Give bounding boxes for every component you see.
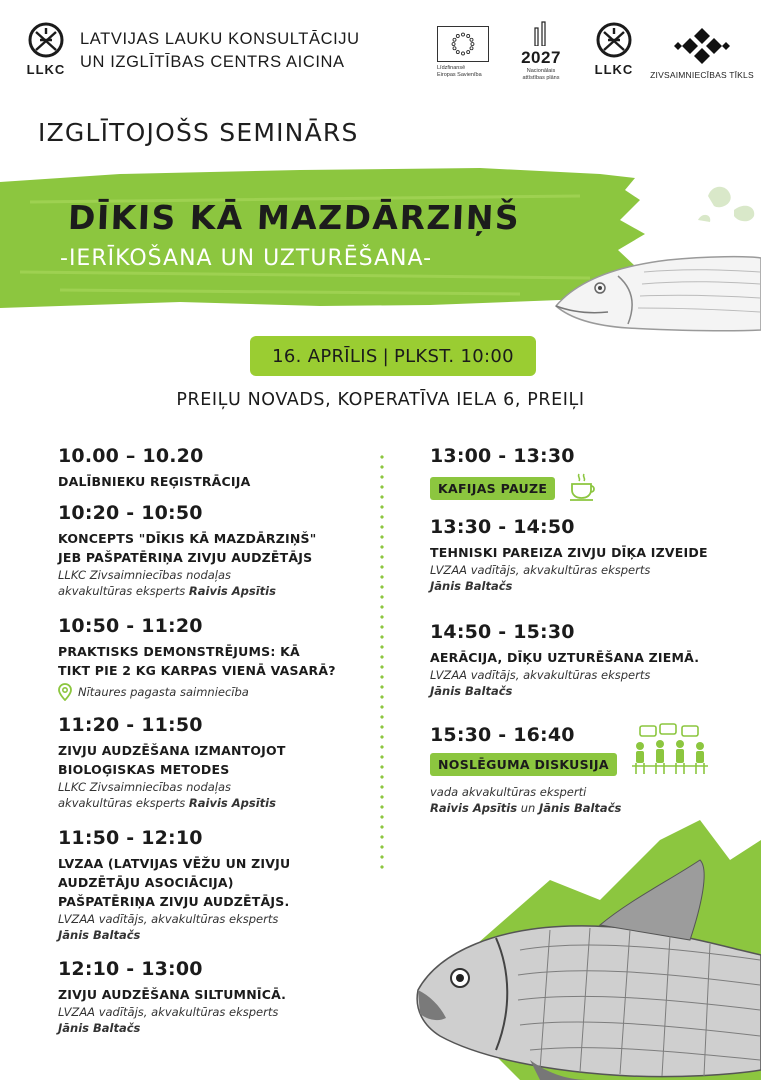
seminar-kicker: IZGLĪTOJOŠS SEMINĀRS <box>38 118 359 147</box>
plan-caption-2: attīstības plāns <box>522 74 560 81</box>
agenda-time: 12:10 - 13:00 <box>58 958 203 980</box>
agenda-time: 15:30 - 16:40 <box>430 724 575 746</box>
agenda-speaker: LVZAA vadītājs, akvakultūras eksperts Jānis Baltačs <box>430 668 651 698</box>
salmon-illustration <box>548 180 761 340</box>
llkc-logo-text: LLKC <box>26 62 66 77</box>
agenda-place <box>58 683 336 701</box>
agenda-speaker: LVZAA vadītājs, akvakultūras eksperts Jānis Baltačs <box>58 1005 279 1035</box>
agenda-item <box>58 444 250 491</box>
agenda-item <box>58 826 290 943</box>
agenda-item <box>430 444 597 502</box>
agenda-title: TEHNISKI PAREIZA ZIVJU DĪĶA IZVEIDE <box>430 545 708 560</box>
organizer-line-1: LATVIJAS LAUKU KONSULTĀCIJU <box>80 30 360 48</box>
event-location: PREIĻU NOVADS, KOPERATĪVA IELA 6, PREIĻI <box>176 390 585 410</box>
agenda-item <box>58 501 316 599</box>
event-title: DĪKIS KĀ MAZDĀRZIŅŠ <box>67 198 521 237</box>
plan-number: 2027 <box>521 48 561 67</box>
eu-flag-icon <box>437 26 489 62</box>
agenda-item <box>58 957 286 1036</box>
agenda-speaker: LVZAA vadītājs, akvakultūras eksperts Jānis Baltačs <box>58 912 279 942</box>
plan-bars-icon <box>531 20 551 46</box>
event-time: PLKST. 10:00 <box>393 345 514 367</box>
date-time-pill <box>250 336 536 376</box>
organizer-text <box>80 28 360 74</box>
network-diamonds-icon <box>672 26 732 66</box>
coffee-break-badge: KAFIJAS PAUZE <box>430 477 555 500</box>
agenda-time: 13:30 - 14:50 <box>430 516 575 538</box>
discussion-badge: NOSLĒGUMA DISKUSIJA <box>430 753 617 776</box>
llkc-logo <box>22 20 70 77</box>
event-date: 16. APRĪLIS <box>272 345 378 367</box>
agenda-time: 10:20 - 10:50 <box>58 502 203 524</box>
location-pin-icon <box>58 683 72 701</box>
llkc-logo-text: LLKC <box>594 62 634 77</box>
zivsaimniecibas-tikls-logo <box>650 26 754 80</box>
organizer-line-2: UN IZGLĪTĪBAS CENTRS AICINA <box>80 53 345 71</box>
llkc-emblem-icon <box>590 20 638 60</box>
agenda-item <box>58 614 336 701</box>
agenda-speaker: vada akvakultūras eksperti Raivis Apsītis un Jānis Baltačs <box>430 785 622 815</box>
agenda-item <box>58 713 286 811</box>
agenda-title: AERĀCIJA, DĪĶU UZTURĒŠANA ZIEMĀ. <box>430 650 700 665</box>
place-text: Nītaures pagasta saimniecība <box>78 685 249 699</box>
agenda-item <box>430 515 708 594</box>
eu-caption-2: Eiropas Savienība <box>437 71 482 78</box>
agenda-title: ZIVJU AUDZĒŠANA IZMANTOJOT BIOLOĢISKAS METODES <box>58 743 286 777</box>
agenda-speaker: LVZAA vadītājs, akvakultūras eksperts Jānis Baltačs <box>430 563 651 593</box>
eu-cofunding-logo <box>435 26 491 78</box>
carp-illustration <box>400 800 761 1080</box>
agenda-time: 10.00 – 10.20 <box>58 445 204 467</box>
agenda-time: 11:50 - 12:10 <box>58 827 203 849</box>
agenda-title: DALĪBNIEKU REĢISTRĀCIJA <box>58 474 251 489</box>
agenda-speaker: LLKC Zivsaimniecības nodaļas akvakultūras eksperts Raivis Apsītis <box>58 780 276 810</box>
agenda-time: 11:20 - 11:50 <box>58 714 203 736</box>
agenda-title: LVZAA (LATVIJAS VĒŽU UN ZIVJU AUDZĒTĀJU ASOCIĀCIJA) PAŠPATĒRIŅA ZIVJU AUDZĒTĀJS. <box>58 856 291 909</box>
discussion-people-icon <box>630 722 710 776</box>
agenda-divider <box>380 452 384 870</box>
agenda-item <box>430 620 699 699</box>
agenda-title: PRAKTISKS DEMONSTRĒJUMS: KĀ TIKT PIE 2 KG KARPAS VIENĀ VASARĀ? <box>58 644 336 678</box>
llkc-logo-secondary <box>590 20 638 77</box>
agenda-time: 14:50 - 15:30 <box>430 621 575 643</box>
separator: | <box>382 345 389 367</box>
plan-2027-logo <box>514 20 568 81</box>
agenda-time: 13:00 - 13:30 <box>430 445 575 467</box>
agenda-time: 10:50 - 11:20 <box>58 615 203 637</box>
coffee-cup-icon <box>567 472 597 502</box>
llkc-emblem-icon <box>22 20 70 60</box>
zt-caption: ZIVSAIMNIECĪBAS TĪKLS <box>650 70 754 80</box>
event-subtitle: -IERĪKOŠANA UN UZTURĒŠANA- <box>60 246 433 271</box>
agenda-speaker: LLKC Zivsaimniecības nodaļas akvakultūras eksperts Raivis Apsītis <box>58 568 276 598</box>
agenda-title: KONCEPTS "DĪKIS KĀ MAZDĀRZIŅŠ" JEB PAŠPATĒRIŅA ZIVJU AUDZĒTĀJS <box>58 531 317 565</box>
agenda-title: ZIVJU AUDZĒŠANA SILTUMNĪCĀ. <box>58 987 287 1002</box>
plan-caption-1: Nacionālais <box>526 68 556 74</box>
eu-caption-1: Līdzfinansē <box>437 65 466 71</box>
